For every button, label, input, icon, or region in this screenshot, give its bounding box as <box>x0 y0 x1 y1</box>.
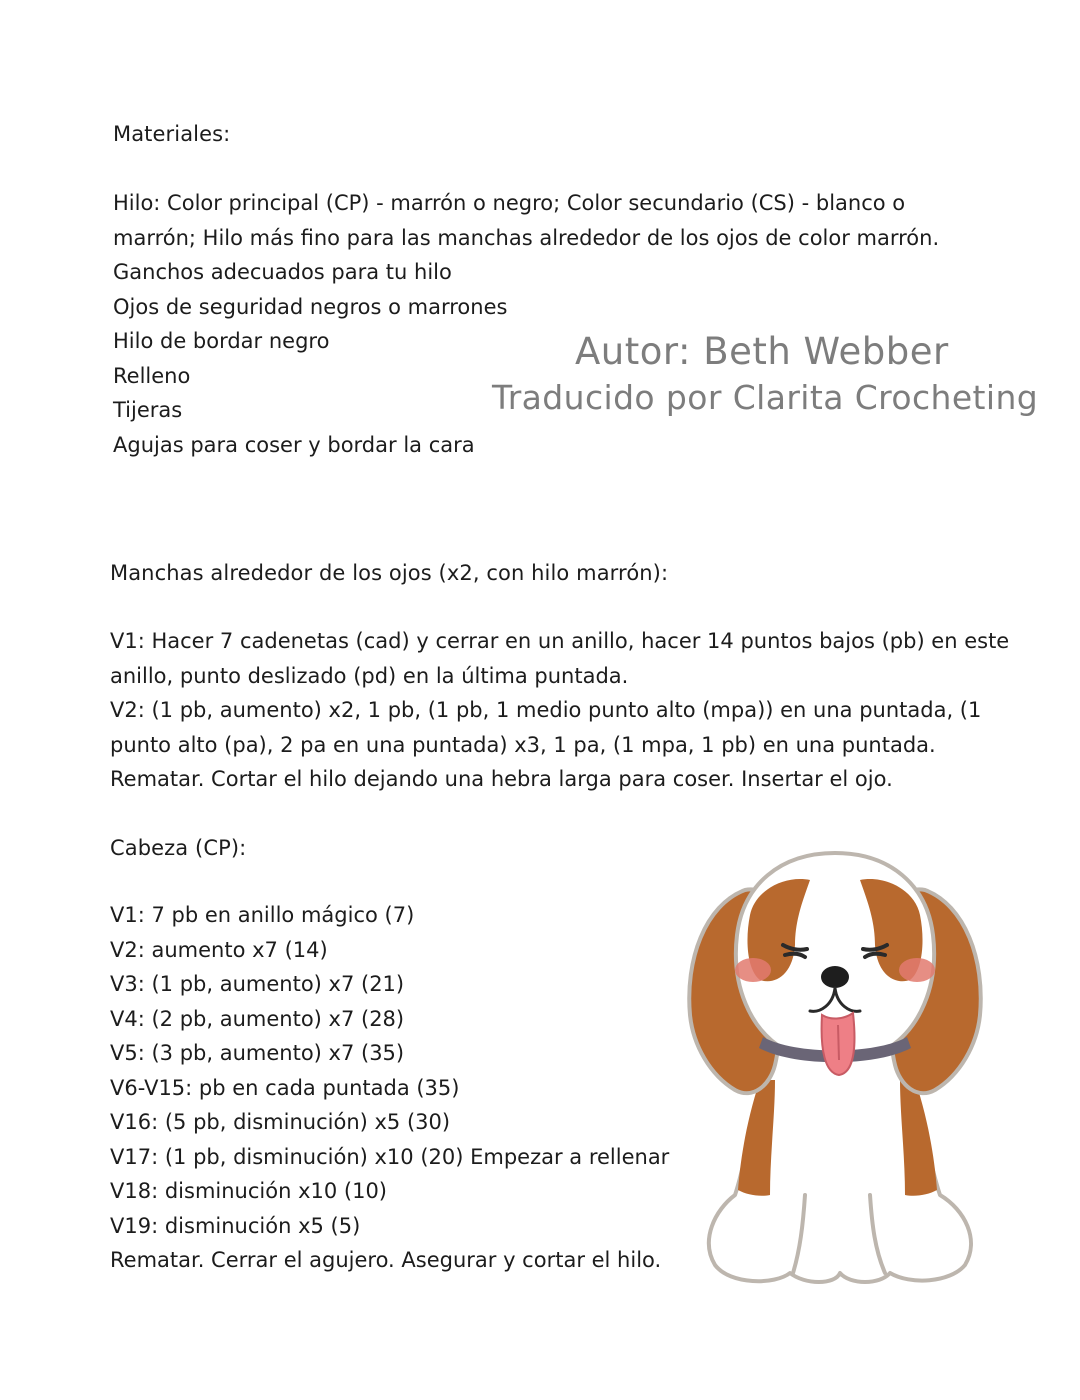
materials-item: Tijeras <box>113 398 183 422</box>
round-line: V17: (1 pb, disminución) x10 (20) Empezar a rellenar <box>110 1144 670 1169</box>
round-line: V5: (3 pb, aumento) x7 (35) <box>110 1041 405 1065</box>
round-line: V19: disminución x5 (5) <box>110 1213 361 1238</box>
instruction-line: V2: (1 pb, aumento) x2, 1 pb, (1 pb, 1 medio punto alto (mpa)) en una puntada, (1 <box>110 698 982 722</box>
round-line: V3: (1 pb, aumento) x7 (21) <box>110 972 405 996</box>
materials-item: Agujas para coser y bordar la cara <box>113 432 475 457</box>
materials-item: Hilo de bordar negro <box>113 329 330 353</box>
round-line: V2: aumento x7 (14) <box>110 937 328 962</box>
instruction-line: punto alto (pa), 2 pa en una puntada) x3, 1 pa, (1 mpa, 1 pb) en una puntada. <box>110 732 936 757</box>
round-line: V18: disminución x10 (10) <box>110 1179 387 1203</box>
round-line: V6-V15: pb en cada puntada (35) <box>110 1075 460 1100</box>
materials-heading: Materiales: <box>113 122 231 146</box>
materials-item: Hilo: Color principal (CP) - marrón o negro; Color secundario (CS) - blanco o <box>113 191 906 215</box>
author-credit: Autor: Beth Webber <box>575 330 949 373</box>
round-line: V1: 7 pb en anillo mágico (7) <box>110 903 415 927</box>
round-line: Rematar. Cerrar el agujero. Asegurar y cortar el hilo. <box>110 1248 662 1272</box>
instruction-line: V1: Hacer 7 cadenetas (cad) y cerrar en un anillo, hacer 14 puntos bajos (pb) en este <box>110 629 1010 653</box>
eye-patches-instructions <box>110 624 1009 797</box>
round-line: V16: (5 pb, disminución) x5 (30) <box>110 1110 451 1134</box>
materials-item: Ganchos adecuados para tu hilo <box>113 260 452 284</box>
materials-list <box>113 186 939 462</box>
eye-patches-heading: Manchas alrededor de los ojos (x2, con hilo marrón): <box>110 561 669 585</box>
materials-item: Relleno <box>113 363 191 388</box>
materials-item: Ojos de seguridad negros o marrones <box>113 294 508 319</box>
materials-item: marrón; Hilo más fino para las manchas alrededor de los ojos de color marrón. <box>113 225 940 250</box>
round-line: V4: (2 pb, aumento) x7 (28) <box>110 1006 405 1031</box>
puppy-illustration-icon <box>675 845 995 1290</box>
head-heading: Cabeza (CP): <box>110 836 247 860</box>
head-rounds <box>110 898 669 1278</box>
instruction-line: anillo, punto deslizado (pd) en la última puntada. <box>110 663 629 688</box>
translator-credit: Traducido por Clarita Crocheting <box>492 378 1039 417</box>
instruction-line: Rematar. Cortar el hilo dejando una hebra larga para coser. Insertar el ojo. <box>110 767 893 791</box>
